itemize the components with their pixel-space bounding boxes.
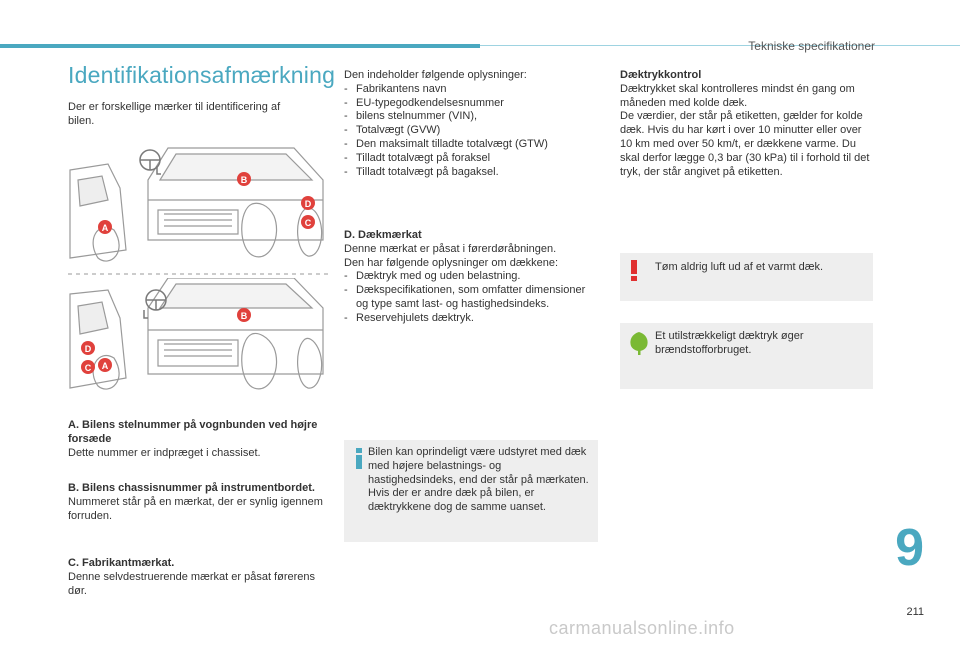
watermark: carmanualsonline.info [549, 618, 735, 638]
list-item: - EU-typegodkendelsesnummer [344, 97, 604, 111]
warning-box [620, 253, 873, 301]
info-icon [352, 446, 366, 470]
marker-c-top: C [304, 218, 312, 228]
list-item: - Dækspecifikationen, som omfatter dimensioner og type samt last- og hastighedsindeks. [344, 284, 588, 312]
eco-box [620, 323, 873, 389]
page-number: 211 [906, 606, 924, 618]
list-item: - Totalvægt (GVW) [344, 124, 604, 138]
list-item: - Tilladt totalvægt på foraksel [344, 152, 604, 166]
eco-box-text: Et utilstrækkeligt dæktryk øger brændstofforbruget. [655, 330, 804, 356]
warning-box-text: Tøm aldrig luft ud af et varmt dæk. [655, 261, 824, 273]
label-d-text2: Den har følgende oplysninger om dækkene: [344, 256, 559, 269]
tyre-info-list [344, 270, 588, 325]
exclamation-icon [628, 258, 640, 282]
label-d-title: D. Dækmærkat [344, 229, 422, 241]
car-illustration-top [68, 140, 330, 270]
list-item: - Den maksimalt tilladte totalvægt (GTW) [344, 138, 604, 152]
label-a [68, 419, 330, 460]
figure-divider [68, 272, 330, 276]
label-c-text: Denne selvdestruerende mærkat er påsat førerens dør. [68, 570, 316, 597]
markers-top [98, 172, 315, 234]
leaf-icon [628, 330, 650, 356]
label-b-text: Nummeret står på en mærkat, der er synlig igennem forruden. [68, 495, 323, 522]
marker-d-top: D [304, 199, 312, 209]
list-item: - Tilladt totalvægt på bagaksel. [344, 166, 604, 180]
label-d-text1: Denne mærkat er påsat i førerdøråbningen. [344, 242, 557, 255]
vin-info [344, 69, 604, 179]
page-title: Identifikationsafmærkning [68, 62, 336, 88]
label-a-title: A. Bilens stelnummer på vognbunden ved højre forsæde [68, 419, 318, 445]
info-box-text: Bilen kan oprindeligt være udstyret med dæk med højere belastnings- og hastighedsindeks, end der står på mærkaten. Hvis der er andre dæk på bilen, er dæktrykkene dog de samme uanset. [368, 446, 589, 514]
tyre-pressure-section [620, 69, 872, 179]
label-b-title: B. Bilens chassisnummer på instrumentbordet. [68, 482, 315, 494]
label-c [68, 557, 330, 598]
chapter-number: 9 [895, 519, 924, 577]
vin-info-list [344, 83, 604, 180]
tyre-label-section [344, 229, 588, 326]
tyre-pressure-title: Dæktrykkontrol [620, 69, 702, 81]
list-item: - Fabrikantens navn [344, 83, 604, 97]
marker-b-bottom: B [240, 311, 248, 321]
marker-a-top: A [101, 223, 109, 233]
marker-c-bottom: C [84, 363, 92, 373]
header-divider [480, 45, 960, 46]
marker-a-bottom: A [101, 361, 109, 371]
tyre-pressure-text: Dæktrykket skal kontrolleres mindst én gang om måneden med kolde dæk. De værdier, der står på etiketten, gælder for kolde dæk. Hvis du har kørt i over 10 minutter eller over 10 km med over 50 km/t, er dækkene varme. Du skal derfor lægge 0,3 bar (30 kPa) til i forhold til det tryk, der står angivet på etiketten. [620, 82, 870, 178]
list-item: - Reservehjulets dæktryk. [344, 312, 588, 326]
info-box [344, 440, 598, 542]
marker-d-bottom: D [84, 344, 92, 354]
label-a-text: Dette nummer er indpræget i chassiset. [68, 446, 261, 459]
header-accent-bar [0, 44, 480, 48]
label-b [68, 482, 330, 523]
vin-info-intro: Den indeholder følgende oplysninger: [344, 69, 527, 81]
car-illustration-bottom [68, 278, 330, 408]
intro-text: Der er forskellige mærker til identificering af bilen. [68, 101, 281, 127]
label-c-title: C. Fabrikantmærkat. [68, 557, 175, 569]
list-item: - bilens stelnummer (VIN), [344, 110, 604, 124]
markers-bottom [81, 308, 251, 374]
section-title: Tekniske specifikationer [748, 39, 875, 53]
list-item: - Dæktryk med og uden belastning. [344, 270, 588, 284]
marker-b-top: B [240, 175, 248, 185]
